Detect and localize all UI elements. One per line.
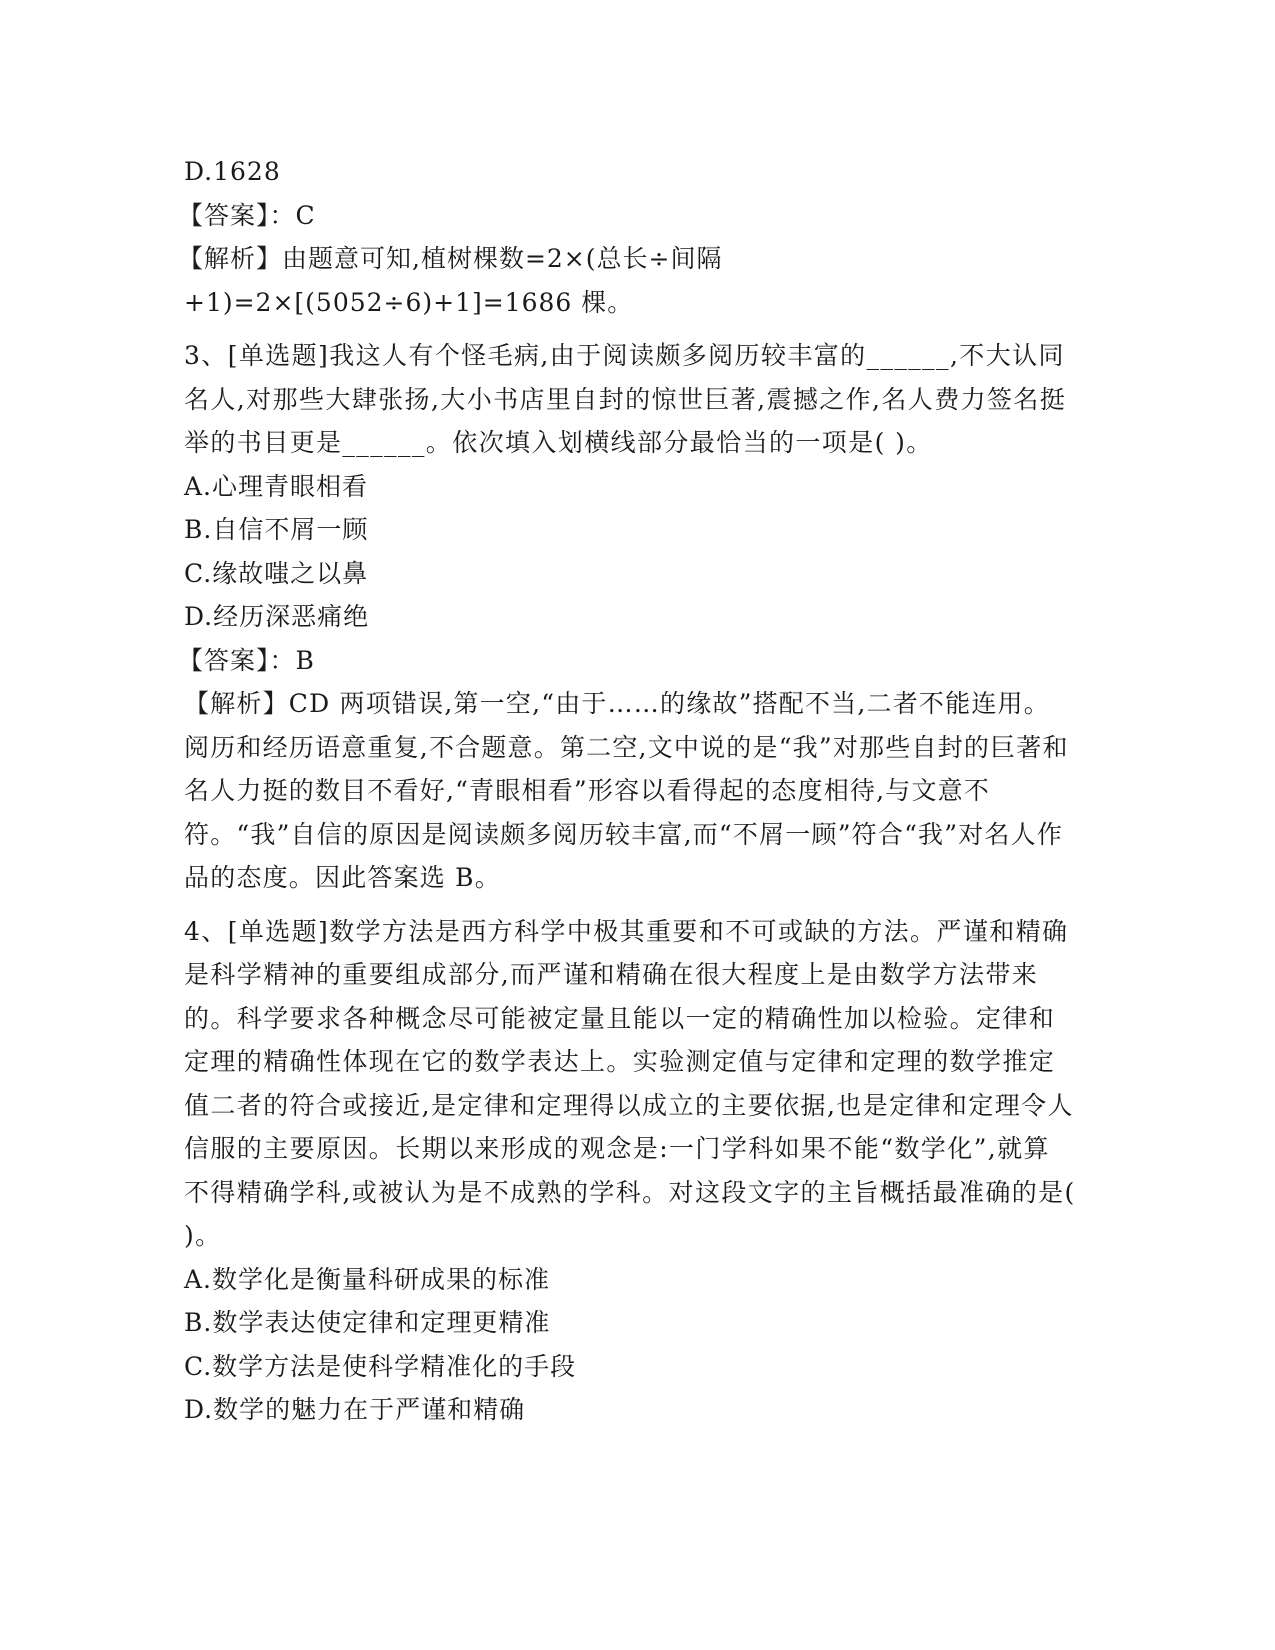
spacer: [184, 324, 1084, 334]
q4-option-b: B.数学表达使定律和定理更精准: [184, 1308, 551, 1337]
q3-analysis: 【解析】CD 两项错误,第一空,“由于……的缘故”搭配不当,二者不能连用。阅历和经历语意重复,不合题意。第二空,文中说的是“我”对那些自封的巨著和名人力挺的数目不看好,“青眼相看”形容以看得起的态度相待,与文意不符。“我”自信的原因是阅读颇多阅历较丰富,而“不屑一顾”符合“我”对名人作品的态度。因此答案选 B。: [184, 689, 1069, 892]
q2-option-d: D.1628: [184, 157, 281, 186]
page-content: [178, 150, 1084, 1432]
q2-analysis-line2: +1)=2×[(5052÷6)+1]=1686 棵。: [184, 287, 634, 317]
q3-stem: 3、[单选题]我这人有个怪毛病,由于阅读颇多阅历较丰富的______,不大认同名人,对那些大肆张扬,大小书店里自封的惊世巨著,震撼之作,名人费力签名挺举的书目更是______。依次填入划横线部分最恰当的一项是( )。: [184, 341, 1067, 457]
q4-option-c: C.数学方法是使科学精准化的手段: [184, 1351, 577, 1381]
q3-option-c: C.缘故嗤之以鼻: [184, 558, 369, 588]
q4-option-a: A.数学化是衡量科研成果的标准: [184, 1264, 551, 1294]
q3-option-d: D.经历深恶痛绝: [184, 602, 370, 631]
q2-analysis-line1: 【解析】由题意可知,植树棵数=2×(总长÷间隔: [178, 244, 723, 273]
q2-answer: 【答案】：C: [178, 200, 316, 230]
q4-stem: 4、[单选题]数学方法是西方科学中极其重要和不可或缺的方法。严谨和精确是科学精神的重要组成部分,而严谨和精确在很大程度上是由数学方法带来的。科学要求各种概念尽可能被定量且能以一定的精确性加以检验。定律和定理的精确性体现在它的数学表达上。实验测定值与定律和定理的数学推定值二者的符合或接近,是定律和定理得以成立的主要依据,也是定律和定理令人信服的主要原因。长期以来形成的观念是:一门学科如果不能“数学化”,就算不得精确学科,或被认为是不成熟的学科。对这段文字的主旨概括最准确的是( )。: [184, 916, 1076, 1250]
q4-option-d: D.数学的魅力在于严谨和精确: [184, 1395, 526, 1424]
q3-option-b: B.自信不屑一顾: [184, 515, 369, 544]
q3-answer: 【答案】：B: [178, 645, 315, 675]
q3-option-a: A.心理青眼相看: [184, 471, 369, 501]
spacer: [184, 900, 1084, 910]
